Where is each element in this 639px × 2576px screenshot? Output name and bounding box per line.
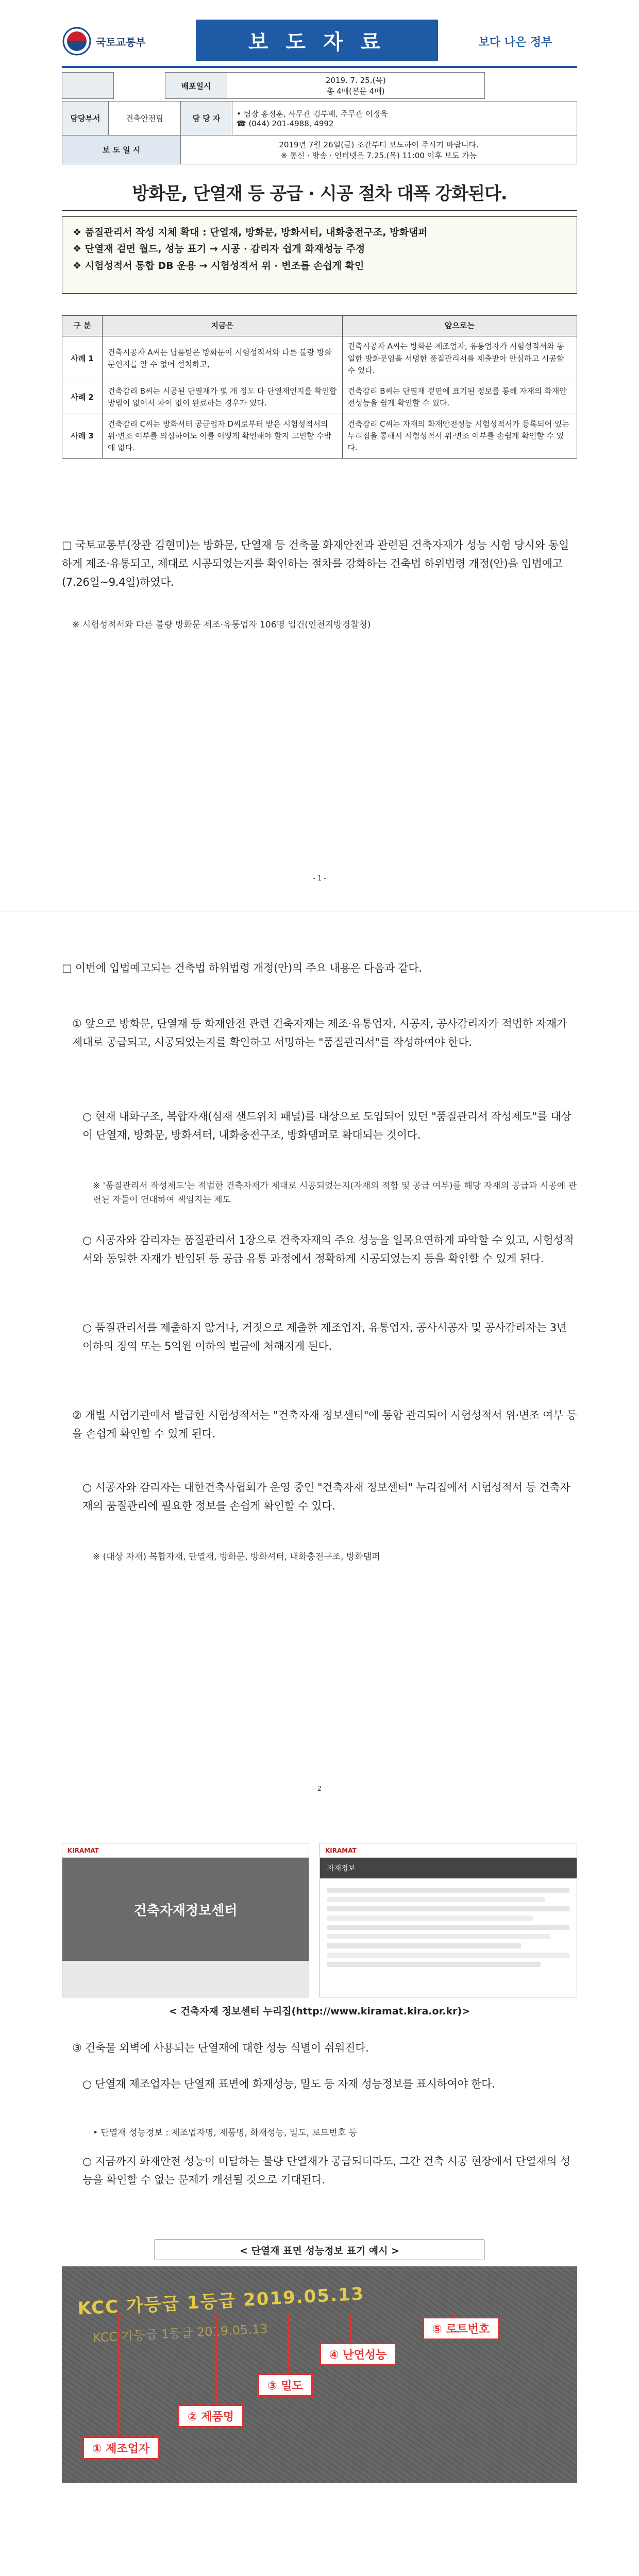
page-1 bbox=[0, 0, 639, 911]
item-3-note: • 단열재 성능정보 : 제조업자명, 제품명, 화재성능, 밀도, 로트번호 등 bbox=[93, 2128, 357, 2138]
summary-box bbox=[62, 216, 577, 294]
summary-line-1: ❖ 품질관리서 작성 지체 확대 : 단열재, 방화문, 방화셔터, 내화충전구조, 방화댐퍼 bbox=[73, 227, 428, 238]
slogan-text: 보다 나은 정부 bbox=[478, 36, 552, 49]
col-header-future: 앞으로는 bbox=[342, 316, 577, 336]
item-1d: ○ 품질관리서를 제출하지 않거나, 거짓으로 제출한 제조업자, 유통업자, 공사시공자 및 공사감리자는 3년 이하의 징역 또는 5억원 이하의 벌금에 처해지게 된다. bbox=[82, 1321, 567, 1353]
blank-cell-2 bbox=[114, 73, 165, 99]
site-header bbox=[62, 1843, 309, 1858]
insulation-stamp: KCC 가등급 1등급 2019.05.13 bbox=[77, 2283, 365, 2319]
site-footer-strip bbox=[62, 1961, 309, 1997]
page-number: - 1 - bbox=[313, 875, 326, 883]
future-cell: 건축감리 C씨는 자재의 화재안전성능 시험성적서가 등록되어 있는 누리집을 통해서 시험성적서 위·변조 여부를 손쉽게 확인할 수 있다. bbox=[342, 414, 577, 459]
site-logo: KIRAMAT bbox=[68, 1846, 99, 1854]
case-cell: 사례 1 bbox=[62, 336, 103, 381]
site-list bbox=[320, 1878, 577, 1976]
site-menu: 자재정보 bbox=[327, 1865, 356, 1873]
table-row bbox=[62, 336, 577, 381]
site-subnav bbox=[320, 1858, 577, 1878]
summary-line-3: ❖ 시험성적서 통합 DB 운용 → 시험성적서 위 · 변조를 손쉽게 확인 bbox=[73, 260, 364, 272]
item-3: ③ 건축물 외벽에 사용되는 단열재에 대한 성능 식별이 쉬워진다. bbox=[72, 2042, 369, 2054]
list-line bbox=[327, 1888, 569, 1893]
headline-rule bbox=[62, 210, 577, 211]
item-1-note: ※ '품질관리서 작성제도'는 적법한 건축자재가 제대로 시공되었는지(자재의 적합 및 공급 여부)를 해당 자재의 공급과 시공에 관련된 자들이 연대하여 책임지는 제도 bbox=[93, 1181, 577, 1206]
callout-label: ① 제조업자 bbox=[82, 2436, 159, 2460]
now-cell: 건축감리 C씨는 방화셔터 공급업자 D씨로부터 받은 시험성적서의 위·변조 여부를 의심하여도 이를 어떻게 확인해야 할지 고민할 수밖에 없다. bbox=[103, 414, 343, 459]
list-line bbox=[327, 1925, 569, 1930]
issue-date-label: 배포일시 bbox=[165, 73, 227, 99]
table-row bbox=[62, 381, 577, 414]
site-banner bbox=[62, 1858, 309, 1961]
item-2: ② 개별 시험기관에서 발급한 시험성적서는 "건축자재 정보센터"에 통합 관리되어 시험성적서 위·변조 여부 등을 손쉽게 확인할 수 있게 된다. bbox=[72, 1409, 577, 1440]
callout-label: ② 제품명 bbox=[178, 2404, 244, 2428]
item-2-note: ※ (대상 자재) 복합자재, 단열재, 방화문, 방화셔터, 내화충전구조, 방화댐퍼 bbox=[93, 1552, 380, 1562]
item-3b: ○ 단열재 제조업자는 단열재 표면에 화재성능, 밀도 등 자재 성능정보를 표시하여야 한다. bbox=[82, 2078, 495, 2090]
page-2 bbox=[0, 911, 639, 1822]
list-line bbox=[327, 1934, 550, 1939]
page-3 bbox=[0, 1822, 639, 2576]
list-line bbox=[327, 1916, 533, 1921]
title-rule bbox=[62, 66, 577, 68]
website-caption: < 건축자재 정보센터 누리집(http://www.kiramat.kira.or.kr)> bbox=[169, 2006, 470, 2017]
note-1: ※ 시험성적서와 다른 불량 방화문 제조·유통업자 106명 입건(인천지방경찰청) bbox=[72, 620, 371, 630]
item-1c: ○ 시공자와 감리자는 품질관리서 1장으로 건축자재의 주요 성능을 일목요연하게 파악할 수 있고, 시험성적서와 동일한 자재가 반입된 등 공급 유통 과정에서 정확하게 시공되었는지 등을 확인할 수 있게 된다. bbox=[82, 1234, 574, 1265]
photo-title: < 단열재 표면 성능정보 표기 예시 > bbox=[239, 2245, 400, 2257]
header-logo bbox=[62, 21, 149, 62]
item-1: ① 앞으로 방화문, 단열재 등 화재안전 관련 건축자재는 제조·유통업자, 시공자, 공사감리자가 적법한 자재가 제대로 공급되고, 시공되었는지를 확인하고 서명하는 "품질관리서"를 작성하여야 한다. bbox=[72, 1018, 567, 1049]
insulation-stamp-2: KCC 가등급 1등급 2019.05.13 bbox=[92, 2321, 268, 2345]
doc-title-box bbox=[196, 20, 438, 61]
meta-table-2 bbox=[62, 101, 577, 164]
website-screenshot-list bbox=[320, 1843, 577, 1997]
col-header-case: 구 분 bbox=[62, 316, 103, 336]
list-line bbox=[327, 1897, 545, 1902]
item-1b: ○ 현재 내화구조, 복합자재(심재 샌드위치 패널)를 대상으로 도입되어 있던 "품질관리서 작성제도"를 대상이 단열재, 방화문, 방화셔터, 내화충전구조, 방화댐퍼로 확대되는 것이다. bbox=[82, 1110, 571, 1142]
embargo-text: 2019년 7월 26일(금) 조간부터 보도하여 주시기 바랍니다. ※ 통신 · 방송 · 인터넷은 7.25.(목) 11:00 이후 보도 가능 bbox=[181, 135, 577, 164]
site-banner-text: 건축자재정보센터 bbox=[133, 1903, 238, 1919]
case-cell: 사례 3 bbox=[62, 414, 103, 459]
callout-label: ⑤ 로트번호 bbox=[423, 2317, 499, 2340]
dept-label: 담당부서 bbox=[62, 101, 109, 135]
site-logo-2: KIRAMAT bbox=[325, 1846, 357, 1854]
case-cell: 사례 2 bbox=[62, 381, 103, 414]
summary-line-2: ❖ 단열재 겉면 월드, 성능 표기 → 시공 · 감리자 쉽게 화재성능 주정 bbox=[73, 243, 365, 255]
blank-cell bbox=[62, 73, 114, 99]
col-header-now: 지금은 bbox=[103, 316, 343, 336]
headline: 방화문, 단열재 등 공급 · 시공 절차 대폭 강화된다. bbox=[132, 183, 507, 204]
ministry-name: 국토교통부 bbox=[96, 36, 146, 48]
now-cell: 건축감리 B씨는 시공된 단열재가 몇 개 정도 다 단열재인지를 확인할 방법이 없어서 차이 없이 완료하는 경우가 있다. bbox=[103, 381, 343, 414]
photo-title-box bbox=[155, 2240, 484, 2260]
doc-title: 보 도 자 료 bbox=[248, 29, 386, 54]
site-header-2 bbox=[320, 1843, 577, 1858]
insulation-photo bbox=[62, 2266, 577, 2483]
callout-label: ④ 난연성능 bbox=[320, 2343, 396, 2366]
person-label: 담 당 자 bbox=[181, 101, 232, 135]
item-3c: ○ 지금까지 화재안전 성능이 미달하는 불량 단열재가 공급되더라도, 그간 건축 시공 현장에서 단열재의 성능을 확인할 수 없는 문제가 개선될 것으로 기대된다. bbox=[82, 2155, 570, 2187]
issue-date: 2019. 7. 25.(목) 총 4매(본문 4매) bbox=[227, 73, 485, 99]
meta-table bbox=[62, 72, 577, 99]
body-paragraph-1: □ 국토교통부(장관 김현미)는 방화문, 단열재 등 건축물 화재안전과 관련된 건축자재가 성능 시험 당시와 동일하게 제조·유통되고, 제대로 시공되었는지를 확인하는 절차를 강화하는 건축법 하위법령 개정(안)을 입법예고(7.26일~9.4일)하였다. bbox=[62, 539, 569, 589]
table-row bbox=[62, 414, 577, 459]
now-cell: 건축시공자 A씨는 납품받은 방화문이 시험성적서와 다른 불량 방화문인지를 알 수 없어 설치하고, bbox=[103, 336, 343, 381]
body-paragraph-p2-1: □ 이번에 입법예고되는 건축법 하위법령 개정(안)의 주요 내용은 다음과 같다. bbox=[62, 962, 422, 974]
future-cell: 건축시공자 A씨는 방화문 제조업자, 유통업자가 시험성적서와 동일한 방화문임을 서명한 품질관리서를 제출받아 안심하고 시공할 수 있다. bbox=[342, 336, 577, 381]
page-number: - 2 - bbox=[313, 1785, 326, 1793]
persons: • 팀장 홍정훈, 사무관 김부배, 주무관 이정욱 ☎ (044) 201-4988, 4992 bbox=[232, 101, 577, 135]
ministry-emblem-icon bbox=[62, 26, 92, 56]
comparison-table bbox=[62, 315, 577, 459]
list-line bbox=[327, 1953, 569, 1958]
list-line bbox=[327, 1943, 521, 1948]
embargo-label: 보 도 일 시 bbox=[62, 135, 181, 164]
item-2b: ○ 시공자와 감리자는 대한건축사협회가 운영 중인 "건축자재 정보센터" 누리집에서 시험성적서 등 건축자재의 품질관리에 필요한 정보를 손쉽게 확인할 수 있다. bbox=[82, 1481, 570, 1513]
future-cell: 건축감리 B씨는 단열재 겉면에 표기된 정보를 통해 자재의 화재안전성능을 쉽게 확인할 수 있다. bbox=[342, 381, 577, 414]
website-screenshot-main bbox=[62, 1843, 309, 1997]
slogan-logo bbox=[464, 21, 567, 62]
dept-name: 건축안전팀 bbox=[109, 101, 181, 135]
list-line bbox=[327, 1906, 569, 1911]
blank-cell-3 bbox=[484, 73, 577, 99]
list-line bbox=[327, 1962, 541, 1967]
callout-label: ③ 밀도 bbox=[258, 2374, 313, 2397]
